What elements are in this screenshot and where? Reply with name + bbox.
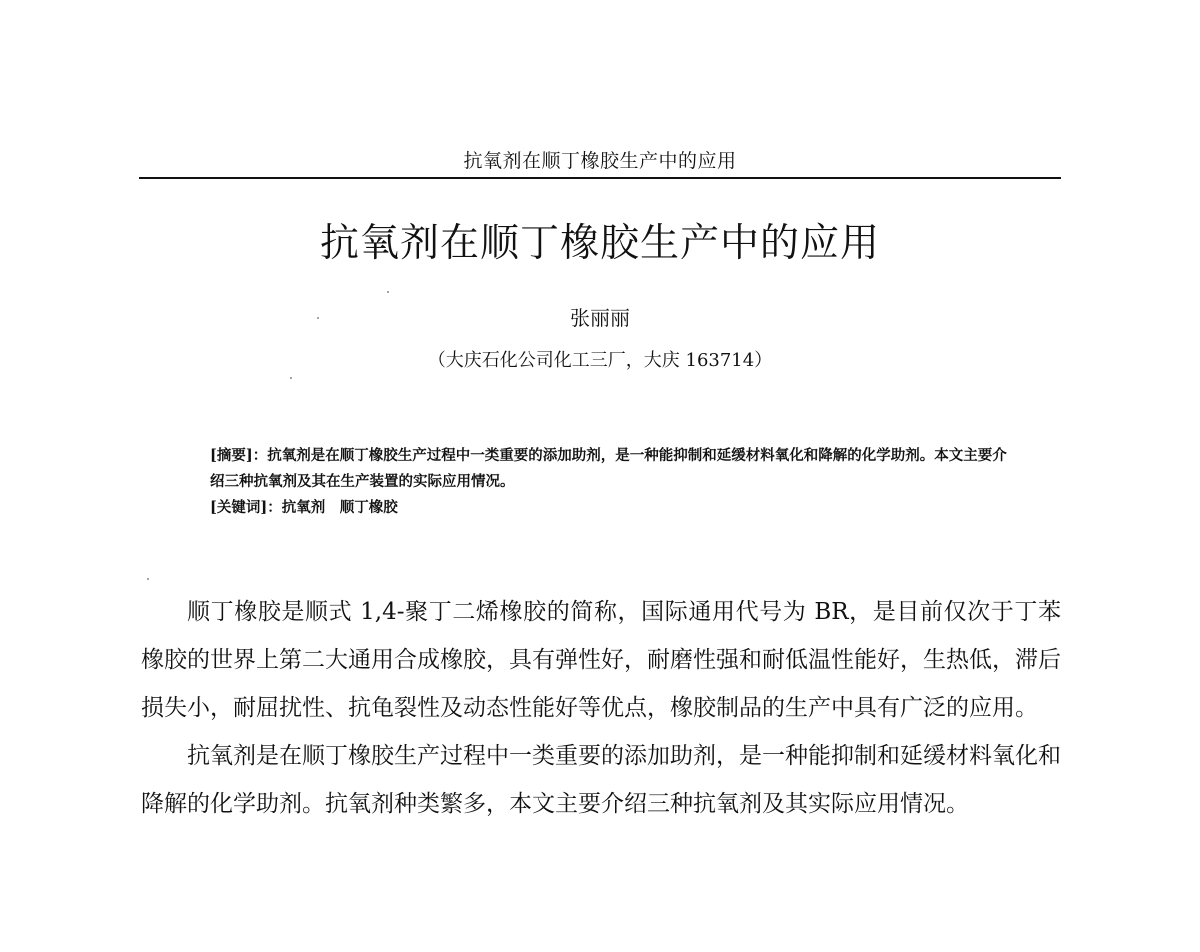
keywords-label: [关键词]： [210, 499, 282, 516]
author-affiliation: （大庆石化公司化工三厂，大庆 163714） [427, 350, 773, 371]
scan-speck [147, 578, 149, 580]
abstract-block [210, 443, 1010, 521]
article-title: 抗氧剂在顺丁橡胶生产中的应用 [319, 221, 880, 266]
abstract-paragraph [210, 443, 1010, 495]
scan-speck [290, 377, 292, 379]
body-text [141, 588, 1061, 828]
scan-speck [317, 317, 319, 319]
body-paragraph-1: 顺丁橡胶是顺式 1,4-聚丁二烯橡胶的简称，国际通用代号为 BR，是目前仅次于丁苯橡胶的世界上第二大通用合成橡胶，具有弹性好，耐磨性强和耐低温性能好，生热低，滞后损失小，耐屈扰性、抗龟裂性及动态性能好等优点，橡胶制品的生产中具有广泛的应用。 [141, 599, 1061, 721]
keywords-paragraph [210, 495, 1010, 521]
scan-speck [387, 291, 389, 293]
header-rule [139, 177, 1061, 179]
author-name: 张丽丽 [570, 306, 630, 330]
abstract-label: [摘要]： [210, 447, 268, 464]
running-header: 抗氧剂在顺丁橡胶生产中的应用 [463, 150, 737, 172]
abstract-text: 抗氧剂是在顺丁橡胶生产过程中一类重要的添加助剂，是一种能抑制和延缓材料氧化和降解的化学助剂。本文主要介绍三种抗氧剂及其在生产装置的实际应用情况。 [210, 447, 1007, 490]
body-paragraph-2: 抗氧剂是在顺丁橡胶生产过程中一类重要的添加助剂，是一种能抑制和延缓材料氧化和降解的化学助剂。抗氧剂种类繁多，本文主要介绍三种抗氧剂及其实际应用情况。 [141, 743, 1061, 817]
keywords-text: 抗氧剂 顺丁橡胶 [281, 499, 398, 516]
